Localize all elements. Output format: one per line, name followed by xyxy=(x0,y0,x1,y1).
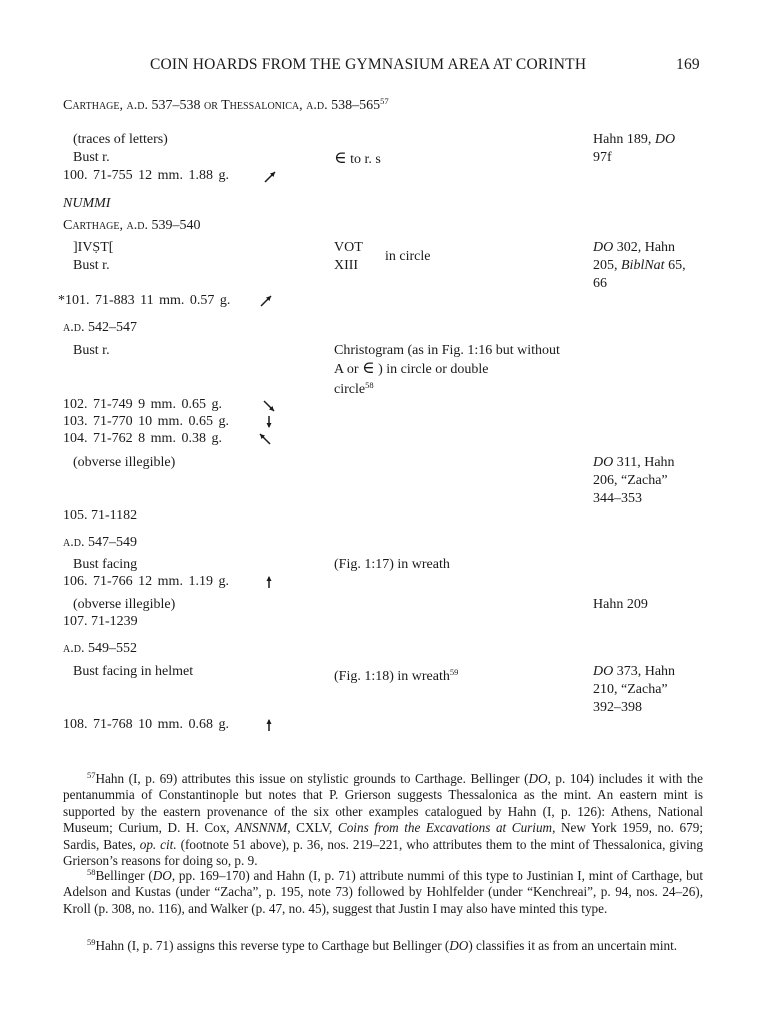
section-heading-carthage-thessalonica: Carthage, a.d. 537–538 or Thessalonica, a.d. $538-565^{57}$ xyxy=(63,96,389,113)
section-heading-date: a.d. 547–549 xyxy=(63,535,137,550)
reference: DO 302, Hahn xyxy=(593,240,676,255)
footnote-59: $^{59}$Hahn (I, p. 71) assigns this reverse type to Carthage but Bellinger (DO) classifies it as from an uncertain mint. xyxy=(87,937,678,953)
obverse-description: Bust facing in helmet xyxy=(73,664,194,679)
reference: DO 311, Hahn xyxy=(593,455,675,470)
reverse-description: (Fig. 1:17) in wreath xyxy=(334,557,450,572)
reference: 392–398 xyxy=(593,700,642,715)
reference: 210, “Zacha” xyxy=(593,682,668,697)
arrow-up-icon xyxy=(261,717,277,733)
catalogue-line: 102. 71-749 9 mm. 0.65 g. xyxy=(63,397,222,412)
subsection-title: NUMMI xyxy=(63,196,111,211)
arrow-down-icon xyxy=(261,414,277,430)
reference: 66 xyxy=(593,276,607,291)
obverse-description: (obverse illegible) xyxy=(73,455,176,470)
reference: 206, “Zacha” xyxy=(593,473,668,488)
obverse-description: Bust r. xyxy=(73,343,110,358)
catalogue-line: *101. 71-883 11 mm. 0.57 g. xyxy=(58,293,231,308)
obverse-description: (obverse illegible) xyxy=(73,597,176,612)
section-heading-carthage: Carthage, a.d. 539–540 xyxy=(63,218,201,233)
reverse-description: A or ∈ ) in circle or double xyxy=(334,358,489,377)
catalogue-line: 108. 71-768 10 mm. 0.68 g. xyxy=(63,717,229,732)
reference: 97f xyxy=(593,150,612,165)
arrow-up-right-icon xyxy=(258,293,274,309)
reverse-legend: XIII xyxy=(334,258,359,273)
footnote-57: $^{57}$Hahn (I, p. 69) attributes this issue on stylistic grounds to Carthage. Bellinger (DO, p. 104) includes it with the pentanummia of Constantinople but notes that P. Grierson suggests Thessalonica as the mint. An eastern mint is supported by the eastern provenance of the six other examples catalogued by Hahn (I, p. 126): Athens, National Museum; Curium, D. H. Cox, ANSNNM, CXLV, Coins from the Excavations at Curium, New York 1959, no. 679; Sardis, Bates, op. cit. (footnote 51 above), p. 36, nos. 219–221, who attributes them to the mint of Thessalonica, giving Grierson’s reasons for doing so, p. 9. xyxy=(63,770,703,869)
catalogue-line: 104. 71-762 8 mm. 0.38 g. xyxy=(63,431,222,446)
obverse-description: Bust facing xyxy=(73,557,138,572)
catalogue-line: 106. 71-766 12 mm. 1.19 g. xyxy=(63,574,229,589)
section-heading-date: a.d. 549–552 xyxy=(63,641,137,656)
arrow-up-left-icon xyxy=(257,431,273,447)
reverse-legend: VOT xyxy=(334,240,363,255)
reference: Hahn 189, DO xyxy=(593,132,676,147)
reverse-description: in circle xyxy=(385,249,431,264)
reference: 205, BiblNat 65, xyxy=(593,258,686,273)
reference: DO 373, Hahn xyxy=(593,664,676,679)
catalogue-line: 100. 71-755 12 mm. 1.88 g. xyxy=(63,168,229,183)
footnote-58: $^{58}$Bellinger (DO, pp. 169–170) and Hahn (I, p. 71) attribute nummi of this type to Justinian I, mint of Carthage, but Adelson and Kustas (under “Zacha”, p. 195, note 73) followed by Hohlfelder (under “Kenchreai”, p. 94, nos. 24–26), Kroll (p. 308, no. 116), and Walker (p. 47, no. 45), suggest that Justin I may also have minted this type. xyxy=(63,867,703,916)
reverse-description: ∈ to r. s xyxy=(334,148,381,167)
reverse-description: Christogram (as in Fig. 1:16 but without xyxy=(334,343,560,358)
arrow-down-right-icon xyxy=(261,398,277,414)
obverse-legend: ]IVṢT[ xyxy=(73,240,114,255)
arrow-up-right-icon xyxy=(262,169,278,185)
catalogue-line: 103. 71-770 10 mm. 0.65 g. xyxy=(63,414,229,429)
catalogue-line: 107. 71-1239 xyxy=(63,614,138,629)
reverse-description: circle$^{58}$ xyxy=(334,380,374,397)
epsilon-symbol: ∈ xyxy=(362,358,375,377)
reference: 344–353 xyxy=(593,491,642,506)
reverse-description: (Fig. 1:18) in wreath$^{59}$ xyxy=(334,667,459,684)
catalogue-line: 105. 71-1182 xyxy=(63,508,138,523)
page-number: 169 xyxy=(676,56,700,73)
obverse-description: (traces of letters) xyxy=(73,132,168,147)
section-heading-date: a.d. 542–547 xyxy=(63,320,137,335)
obverse-description: Bust r. xyxy=(73,150,110,165)
epsilon-symbol: ∈ xyxy=(334,148,347,167)
obverse-description: Bust r. xyxy=(73,258,110,273)
reference: Hahn 209 xyxy=(593,597,648,612)
arrow-up-icon xyxy=(261,574,277,590)
running-header: COIN HOARDS FROM THE GYMNASIUM AREA AT CORINTH xyxy=(150,56,587,73)
